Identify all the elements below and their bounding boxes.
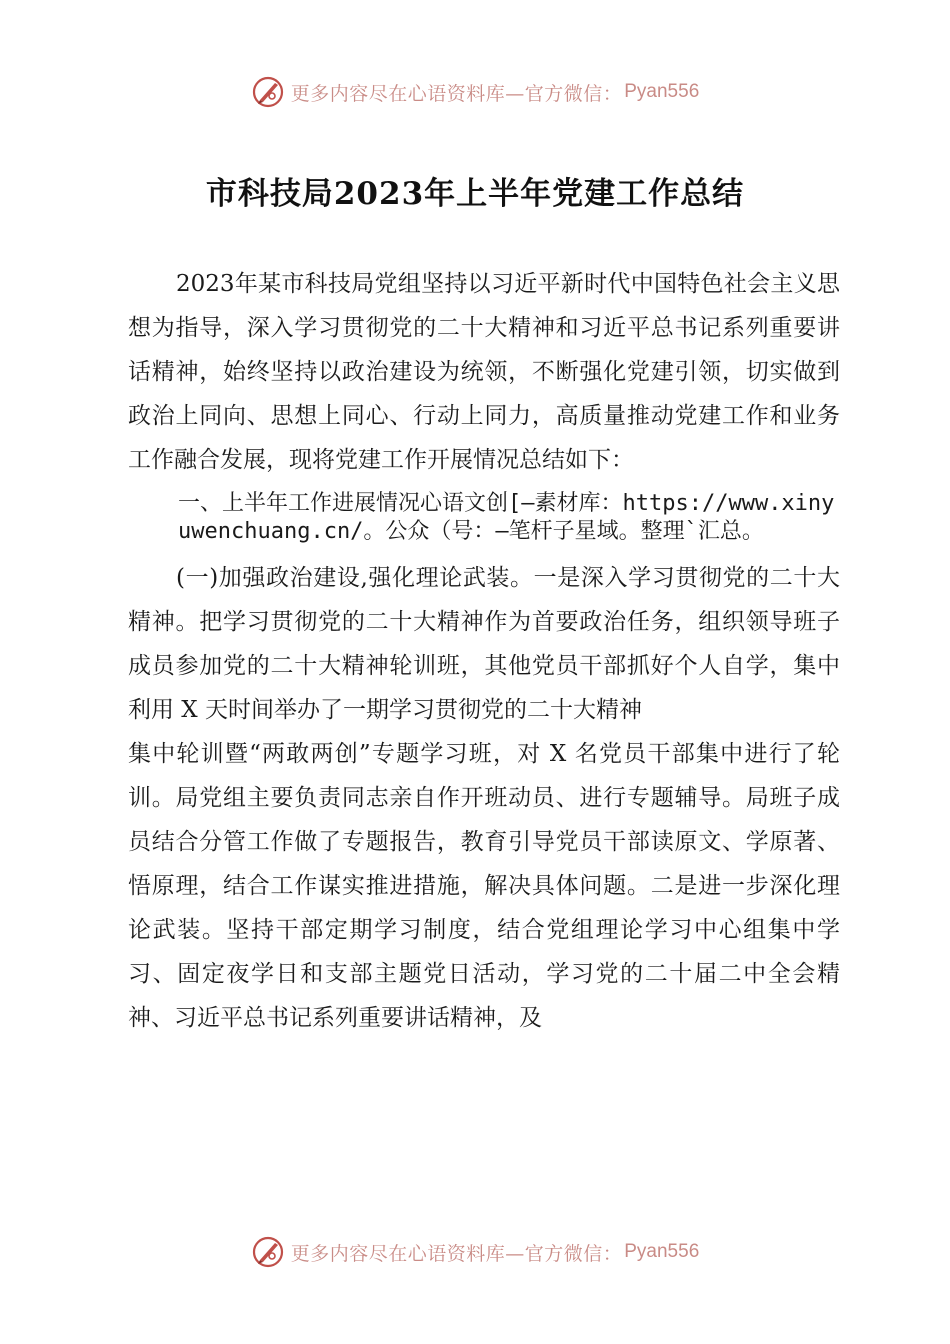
section-heading: 一、上半年工作进展情况心语文创[—素材库：https://www.xinyuwenchuang.cn/。公众（号：—笔杆子星域。整理`汇总。: [178, 491, 835, 544]
body-paragraph-1: (一)加强政治建设,强化理论武装。一是深入学习贯彻党的二十大精神。把学习贯彻党的二十大精神作为首要政治任务，组织领导班子成员参加党的二十大精神轮训班，其他党员干部抓好个人自学，集中利用 X 天时间举办了一期学习贯彻党的二十大精神: [128, 565, 840, 723]
banner-text: 更多内容尽在心语资料库—官方微信：: [290, 1242, 623, 1265]
banner-wechat-id: Pyan556: [624, 81, 700, 102]
body-paragraph-2: 集中轮训暨“两敢两创”专题学习班，对 X 名党员干部集中进行了轮训。局党组主要负责同志亲自作开班动员、进行专题辅导。局班子成员结合分管工作做了专题报告，教育引导党员干部读原文、学原著、悟原理，结合工作谋实推进措施，解决具体问题。二是进一步深化理论武装。坚持干部定期学习制度，结合党组理论学习中心组集中学习、固定夜学日和支部主题党日活动，学习党的二十届二中全会精神、习近平总书记系列重要讲话精神，及: [128, 741, 840, 1031]
banner-text: 更多内容尽在心语资料库—官方微信：: [290, 82, 623, 105]
document-title: 市科技局2023年上半年党建工作总结: [205, 176, 745, 212]
header-banner: [0, 72, 950, 112]
quill-seal-icon: [251, 75, 285, 109]
intro-paragraph: 2023年某市科技局党组坚持以习近平新时代中国特色社会主义思想为指导，深入学习贯彻党的二十大精神和习近平总书记系列重要讲话精神，始终坚持以政治建设为统领，不断强化党建引领，切实做到政治上同向、思想上同心、行动上同力，高质量推动党建工作和业务工作融合发展，现将党建工作开展情况总结如下：: [128, 271, 840, 473]
footer-banner: [0, 1232, 950, 1272]
banner-wechat-id: Pyan556: [624, 1241, 700, 1262]
quill-seal-icon: [251, 1235, 285, 1269]
document-body: [128, 262, 840, 1040]
